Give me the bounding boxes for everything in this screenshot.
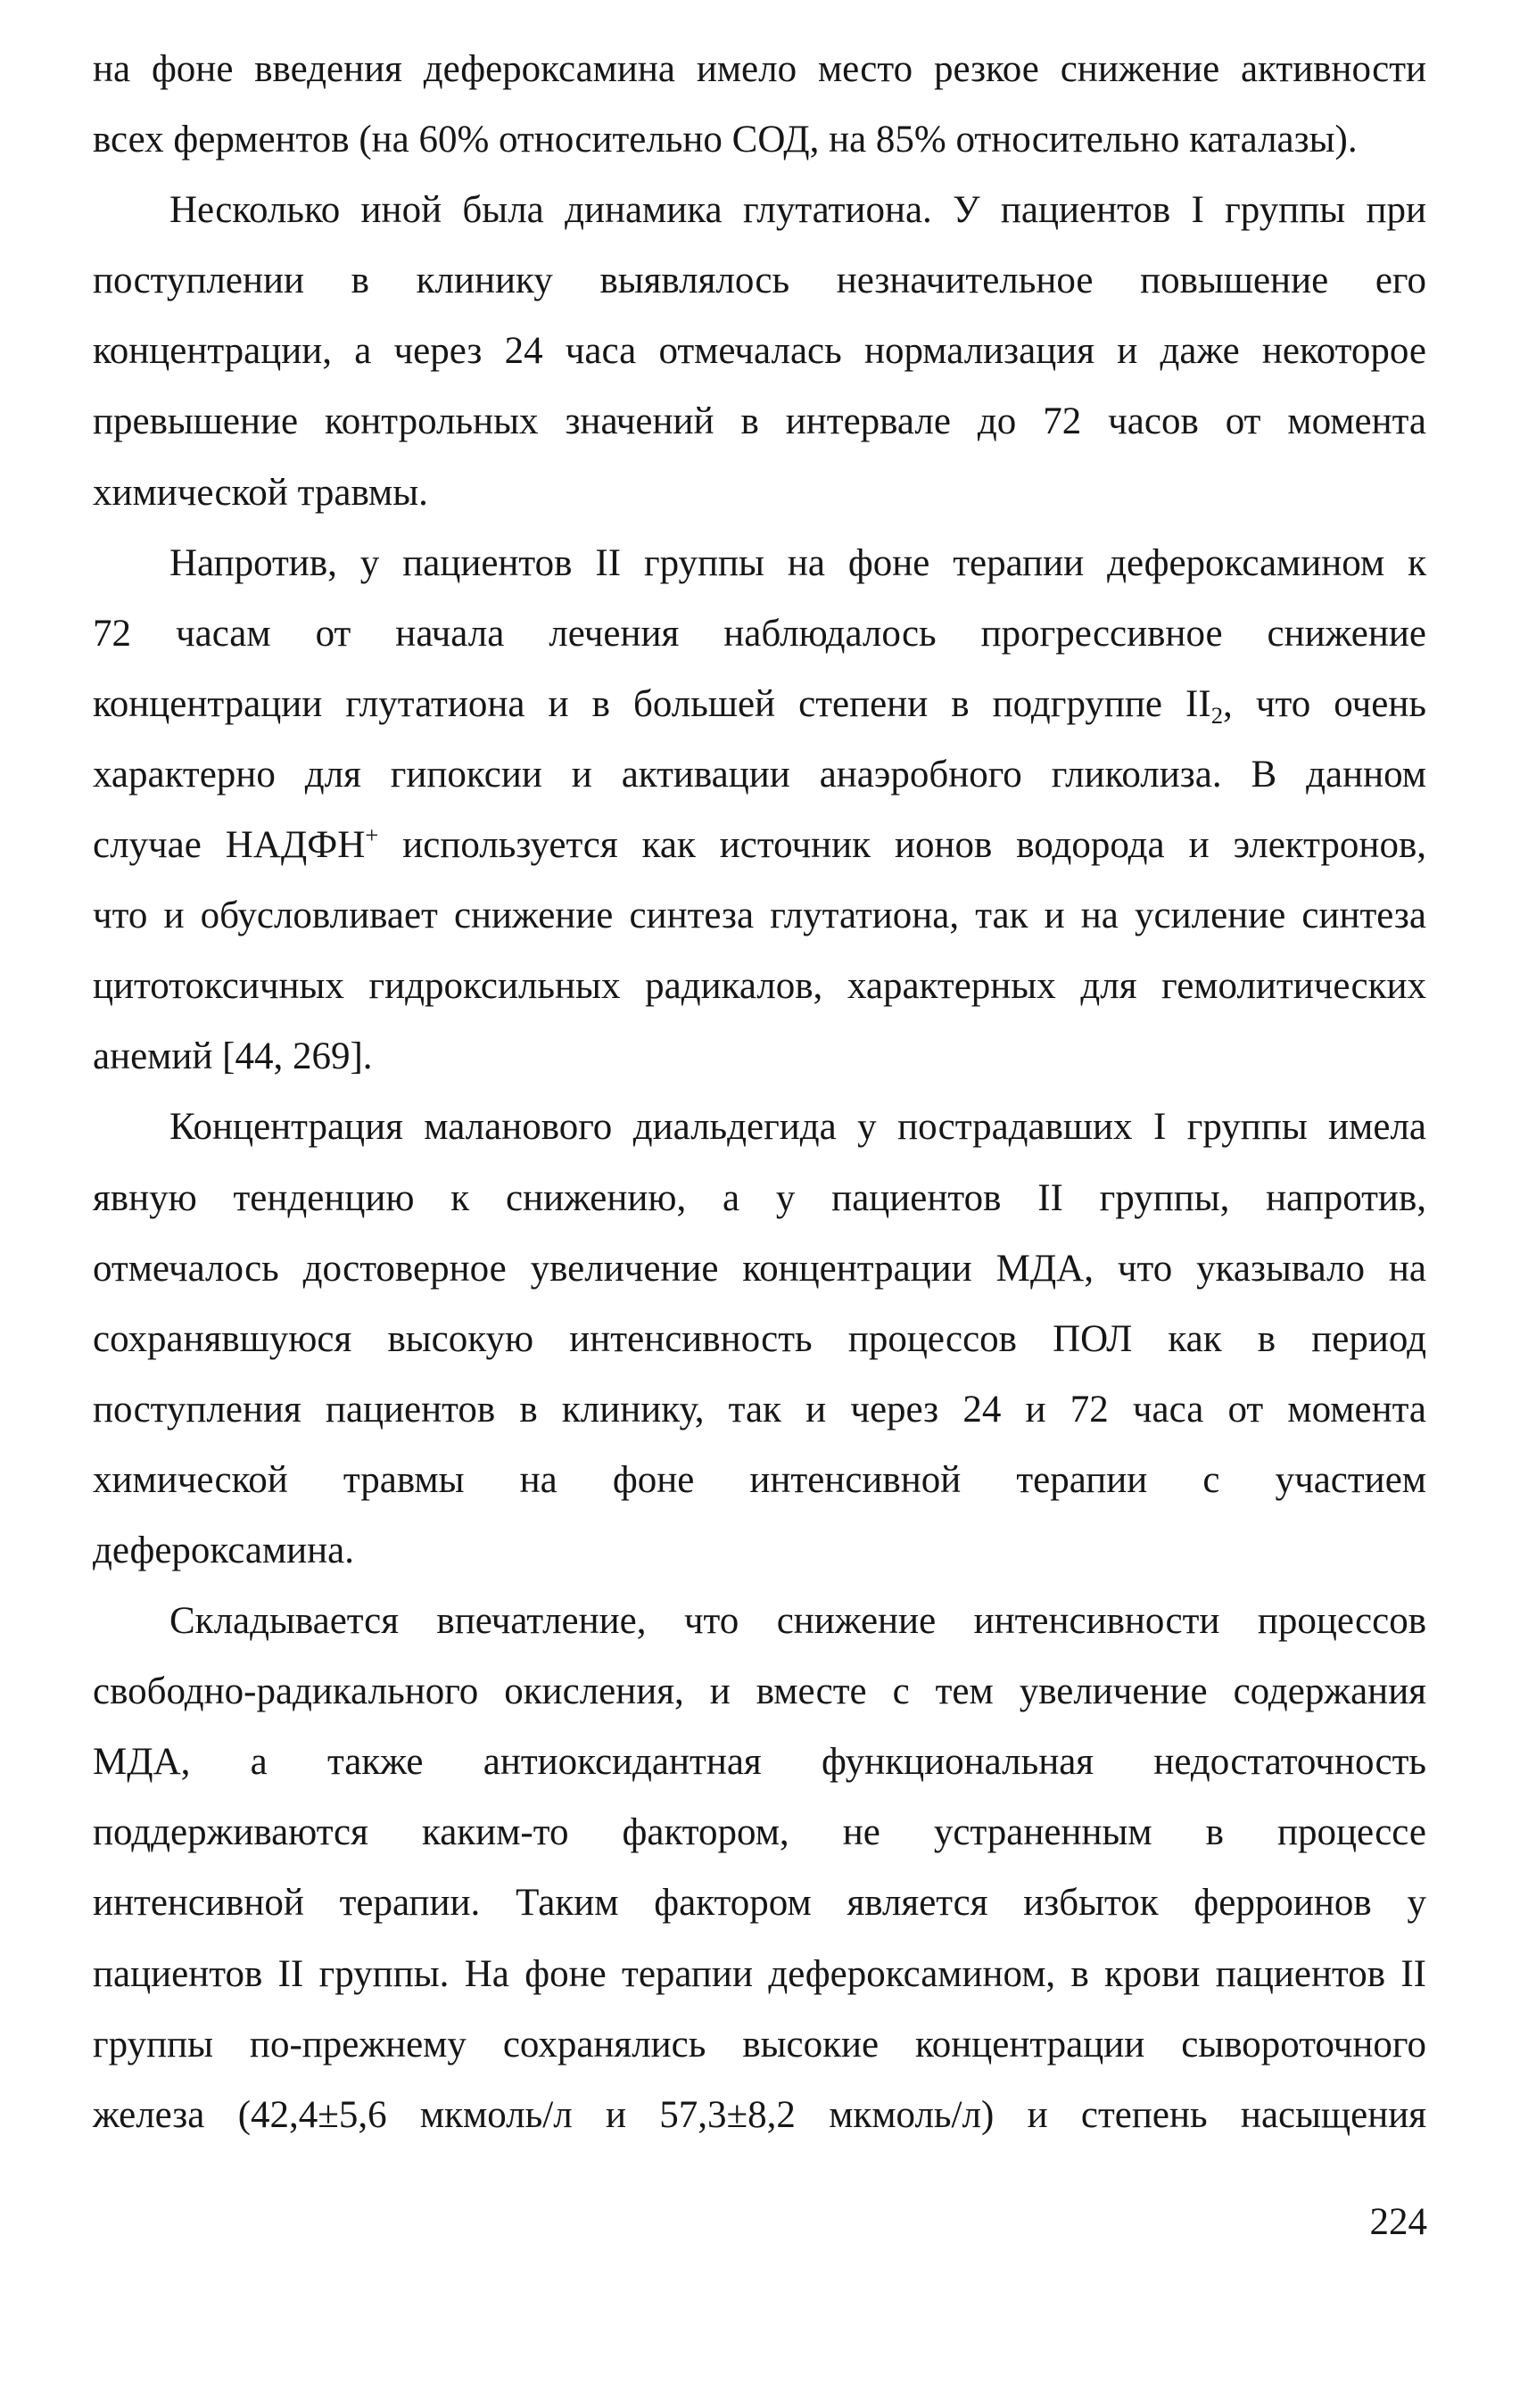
paragraph	[93, 528, 1426, 1093]
text-line: цитотоксичных гидроксильных радикалов, характерных для гемолитических	[93, 965, 1426, 1008]
superscript: +	[365, 821, 379, 848]
text-line: концентрации, а через 24 часа отмечалась нормализация и даже некоторое	[93, 330, 1426, 373]
text-line: Несколько иной была динамика глутатиона. У пациентов I группы при	[169, 189, 1426, 232]
text-line: явную тенденцию к снижению, а у пациентов II группы, напротив,	[93, 1176, 1426, 1219]
paragraph	[93, 1092, 1426, 1586]
text-line: свободно-радикального окисления, и вместе с тем увеличение содержания	[93, 1670, 1426, 1713]
text-line: Концентрация маланового диальдегида у пострадавших I группы имела	[169, 1106, 1426, 1149]
paragraph	[93, 1586, 1426, 2150]
text-line: железа (42,4±5,6 мкмоль/л и 57,3±8,2 мкмоль/л) и степень насыщения	[93, 2093, 1426, 2136]
text-line: Напротив, у пациентов II группы на фоне терапии дефероксамином к	[169, 541, 1426, 584]
text-line: дефероксамина.	[93, 1529, 355, 1571]
text-line: превышение контрольных значений в интервале до 72 часов от момента	[93, 400, 1426, 443]
text-line: поддерживаются каким-то фактором, не устраненным в процессе	[93, 1811, 1426, 1854]
text-line: анемий [44, 269].	[93, 1035, 373, 1078]
subscript: 2	[1210, 702, 1224, 730]
text-line: что и обусловливает снижение синтеза глутатиона, так и на усиление синтеза	[93, 895, 1426, 937]
text-line: сохранявшуюся высокую интенсивность процессов ПОЛ как в период	[93, 1317, 1426, 1360]
line-text: случае НАДФН	[93, 824, 366, 867]
text-line: характерно для гипоксии и активации анаэробного гликолиза. В данном	[93, 753, 1426, 796]
text-line: химической травмы.	[93, 471, 428, 514]
text-line: отмечалось достоверное увеличение концентрации МДА, что указывало на	[93, 1247, 1426, 1290]
text-line	[93, 810, 1426, 880]
paragraph	[93, 34, 1426, 175]
line-text-tail: используется как источник ионов водорода и электронов,	[378, 824, 1426, 867]
document-body	[93, 34, 1426, 2150]
text-line: интенсивной терапии. Таким фактором является избыток ферроинов у	[93, 1882, 1426, 1925]
text-line: поступлении в клинику выявлялось незначительное повышение его	[93, 260, 1426, 302]
text-line: всех ферментов (на 60% относительно СОД, на 85% относительно каталазы).	[93, 119, 1358, 161]
text-line: 72 часам от начала лечения наблюдалось прогрессивное снижение	[93, 612, 1426, 655]
page-number: 224	[1369, 2201, 1427, 2243]
text-line: группы по-прежнему сохранялись высокие концентрации сывороточного	[93, 2023, 1426, 2066]
text-line: пациентов II группы. На фоне терапии дефероксамином, в крови пациентов II	[93, 1952, 1426, 1995]
text-line: химической травмы на фоне интенсивной терапии с участием	[93, 1458, 1426, 1501]
line-text-tail: , что очень	[1223, 682, 1426, 725]
text-line: МДА, а также антиоксидантная функциональная недостаточность	[93, 1741, 1426, 1784]
text-line: поступления пациентов в клинику, так и через 24 и 72 часа от момента	[93, 1388, 1426, 1431]
text-line	[93, 669, 1426, 739]
paragraph	[93, 175, 1426, 527]
line-text: концентрации глутатиона и в большей степени в подгруппе II	[93, 682, 1211, 725]
text-line: на фоне введения дефероксамина имело место резкое снижение активности	[93, 48, 1426, 90]
text-line: Складывается впечатление, что снижение интенсивности процессов	[169, 1600, 1426, 1643]
